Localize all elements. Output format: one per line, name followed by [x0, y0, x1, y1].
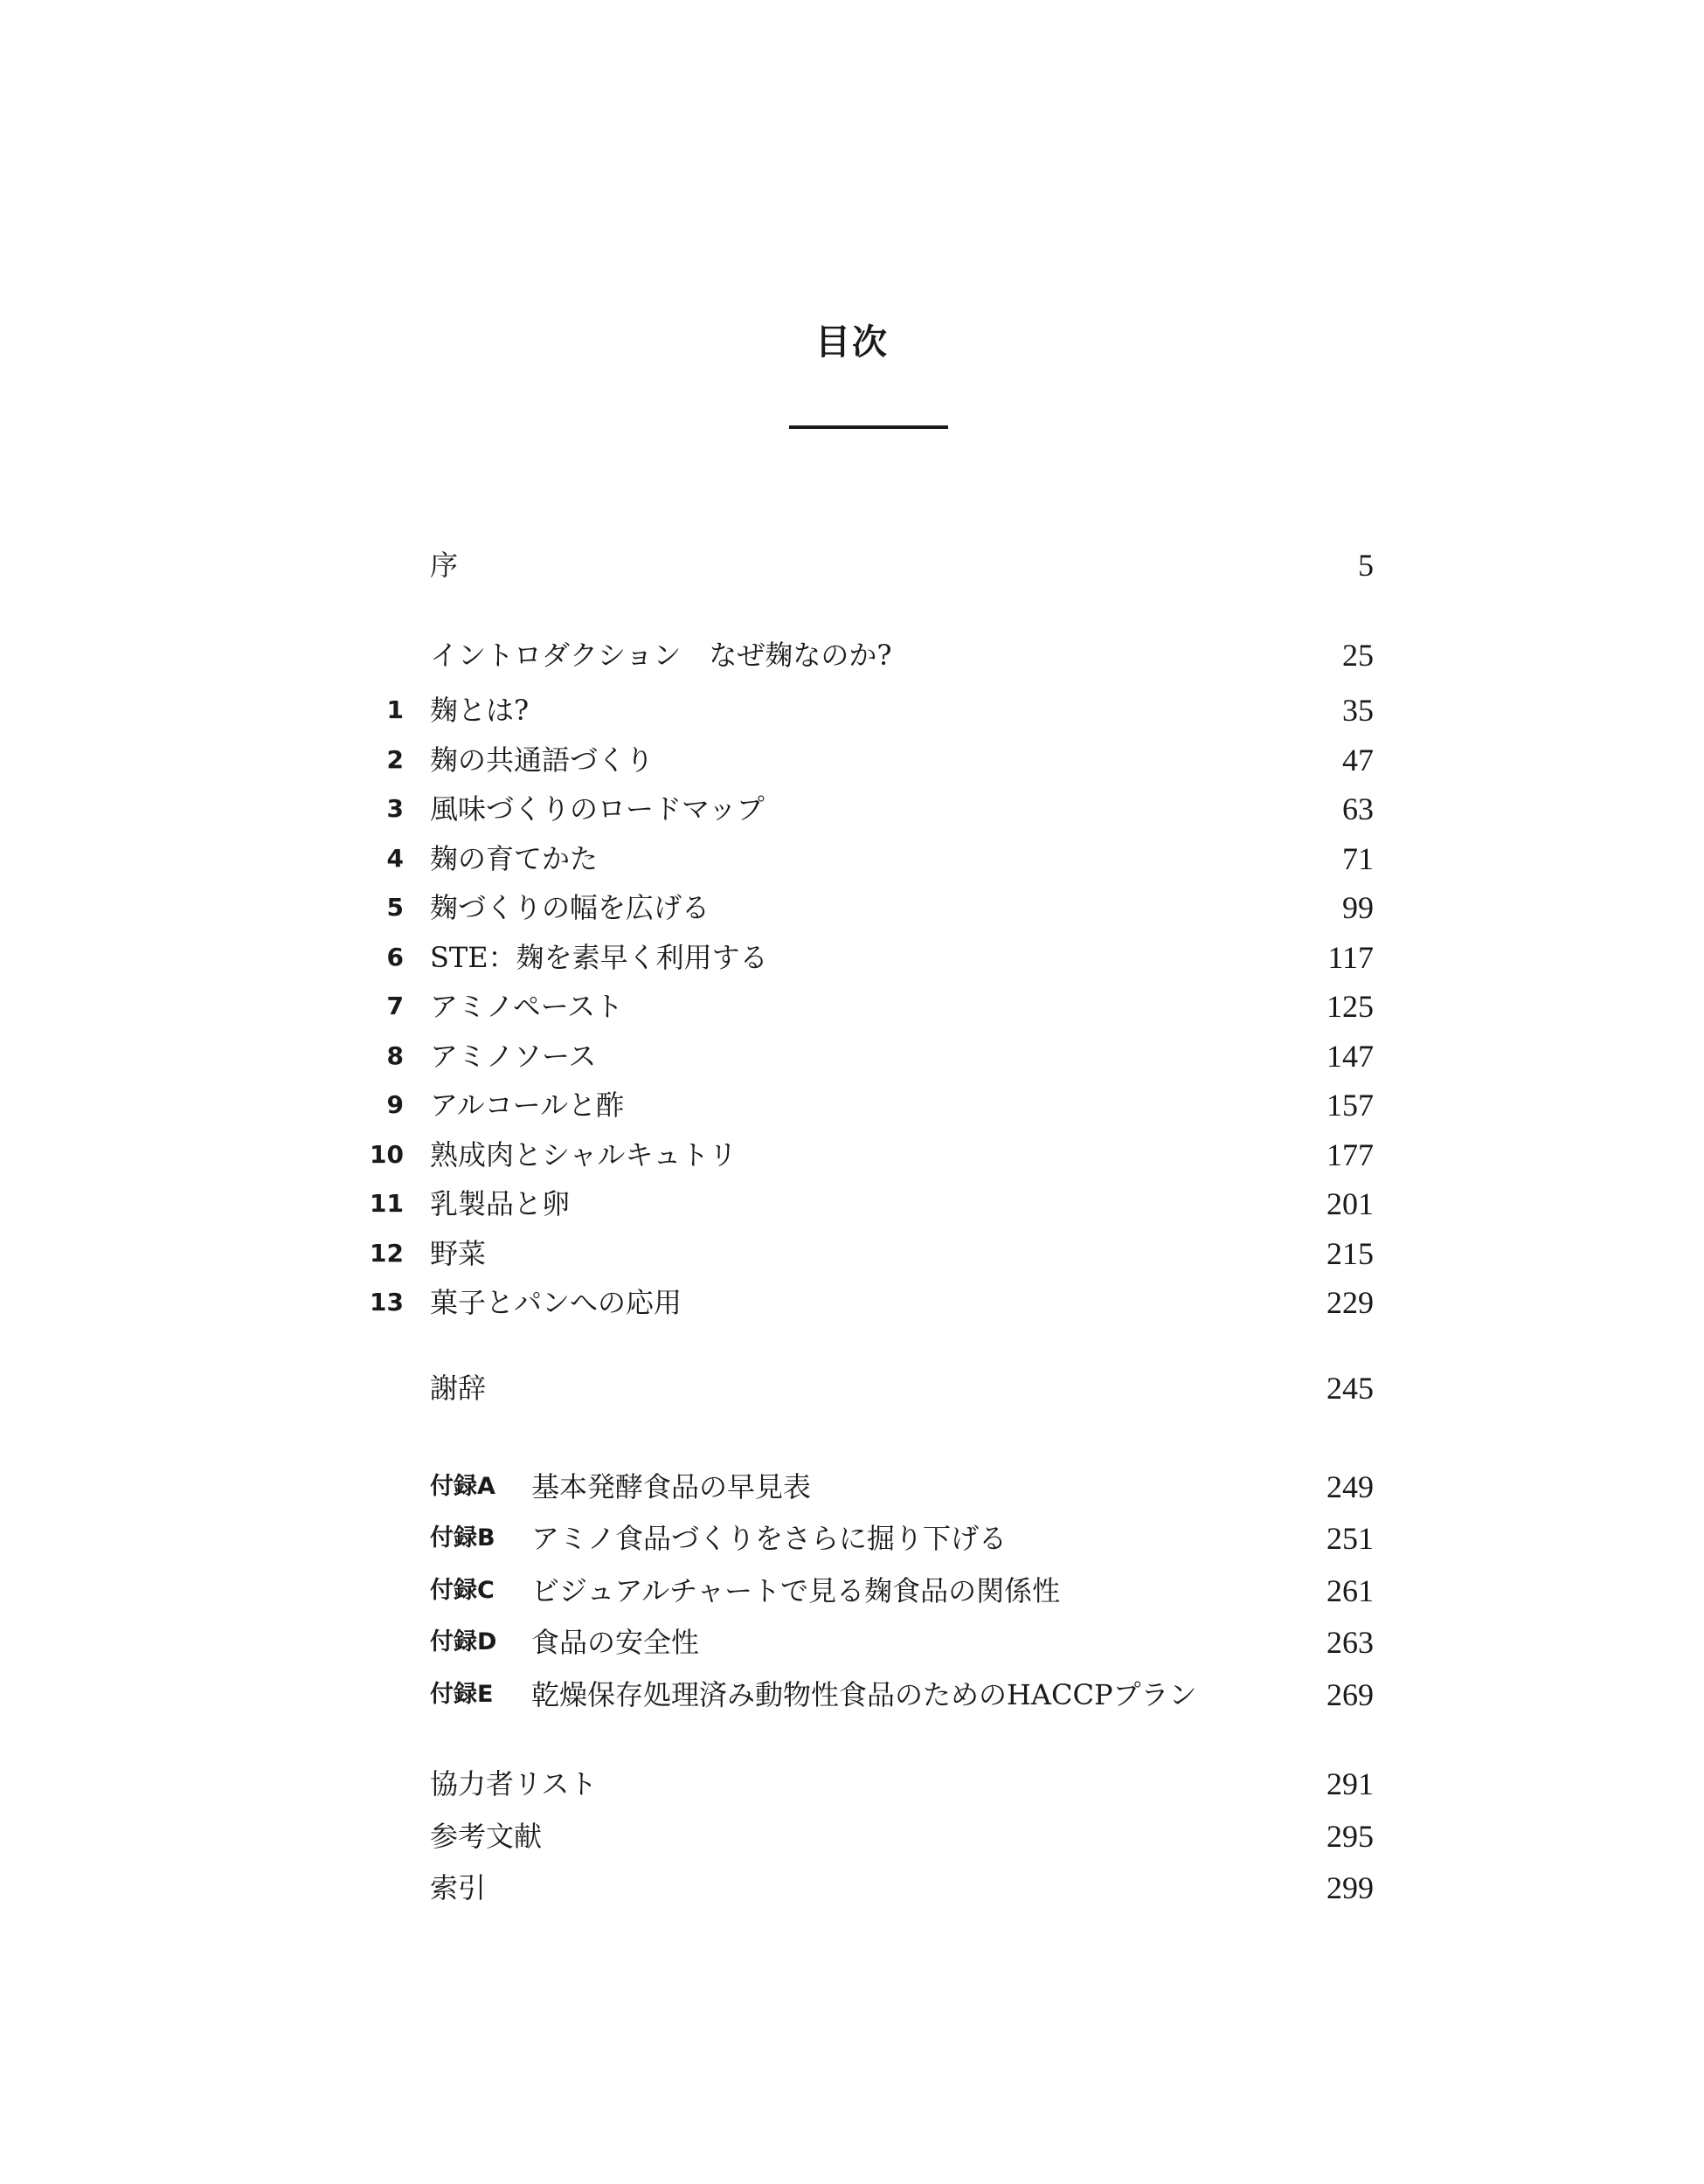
chapter-number: 1 — [386, 695, 404, 724]
toc-chapter-11[interactable] — [367, 1182, 1374, 1226]
chapter-number: 11 — [370, 1189, 404, 1218]
toc-entry-label: 協力者リスト — [430, 1767, 598, 1800]
toc-chapter-10[interactable] — [367, 1133, 1374, 1177]
toc-entry-contributors[interactable] — [367, 1762, 1374, 1806]
chapter-page: 147 — [1326, 1039, 1374, 1074]
toc-chapter-13[interactable] — [367, 1281, 1374, 1324]
chapter-title: アミノペースト — [430, 990, 624, 1023]
chapter-number: 12 — [370, 1239, 404, 1268]
chapter-title: アルコールと酢 — [430, 1089, 625, 1122]
chapter-page: 99 — [1342, 890, 1374, 925]
toc-entry-page: 295 — [1326, 1819, 1374, 1854]
toc-appendix-e[interactable] — [367, 1673, 1374, 1717]
appendix-prefix: 付録E — [430, 1681, 494, 1708]
title-divider — [789, 425, 948, 429]
chapter-number: 10 — [370, 1140, 404, 1169]
chapter-number: 13 — [370, 1288, 404, 1317]
chapter-title: 菓子とパンへの応用 — [430, 1286, 682, 1319]
appendix-page: 263 — [1326, 1625, 1374, 1660]
chapter-page: 117 — [1327, 940, 1374, 975]
toc-appendix-c[interactable] — [367, 1569, 1374, 1613]
toc-entry-references[interactable] — [367, 1814, 1374, 1858]
toc-chapter-9[interactable] — [367, 1083, 1374, 1127]
chapter-title: 麹とは? — [430, 694, 530, 727]
toc-entry-page: 25 — [1342, 638, 1374, 673]
chapter-number: 5 — [386, 893, 404, 922]
chapter-title: 麹の共通語づくり — [430, 743, 655, 777]
appendix-title: 基本発酵食品の早見表 — [531, 1470, 812, 1503]
chapter-page: 125 — [1326, 989, 1374, 1024]
toc-entry-label: 索引 — [430, 1871, 487, 1904]
chapter-page: 71 — [1342, 841, 1374, 876]
chapter-title: STE：麹を素早く利用する — [430, 941, 768, 974]
toc-entry-introduction[interactable] — [367, 633, 1374, 677]
chapter-page: 229 — [1326, 1285, 1374, 1320]
toc-chapter-12[interactable] — [367, 1232, 1374, 1275]
toc-entry-page: 245 — [1326, 1371, 1374, 1406]
toc-entry-page: 5 — [1358, 548, 1374, 583]
appendix-page: 261 — [1326, 1573, 1374, 1608]
toc-entry-label: 序 — [430, 549, 459, 582]
appendix-prefix: 付録C — [430, 1577, 495, 1604]
chapter-title: アミノソース — [430, 1040, 597, 1073]
toc-entry-acknowledgments[interactable] — [367, 1366, 1374, 1410]
chapter-title: 熟成肉とシャルキュトリ — [430, 1138, 738, 1171]
appendix-title: ビジュアルチャートで見る麹食品の関係性 — [531, 1574, 1061, 1607]
chapter-page: 63 — [1342, 791, 1374, 826]
toc-chapter-1[interactable] — [367, 688, 1374, 732]
appendix-prefix: 付録D — [430, 1628, 497, 1655]
toc-chapter-3[interactable] — [367, 787, 1374, 831]
toc-entry-label: 謝辞 — [430, 1372, 487, 1405]
toc-chapter-5[interactable] — [367, 886, 1374, 930]
toc-chapter-6[interactable] — [367, 936, 1374, 979]
appendix-title: 食品の安全性 — [531, 1626, 700, 1659]
chapter-page: 215 — [1326, 1236, 1374, 1271]
chapter-title: 乳製品と卵 — [430, 1187, 571, 1220]
appendix-page: 249 — [1326, 1469, 1374, 1504]
chapter-page: 47 — [1342, 743, 1374, 778]
appendix-page: 269 — [1326, 1677, 1374, 1712]
toc-entry-page: 299 — [1326, 1870, 1374, 1905]
toc-chapter-7[interactable] — [367, 985, 1374, 1028]
toc-chapter-8[interactable] — [367, 1034, 1374, 1078]
chapter-number: 3 — [386, 794, 404, 823]
toc-chapter-4[interactable] — [367, 837, 1374, 881]
chapter-page: 201 — [1326, 1186, 1374, 1221]
chapter-title: 風味づくりのロードマップ — [430, 792, 765, 826]
toc-chapter-2[interactable] — [367, 738, 1374, 782]
appendix-title: 乾燥保存処理済み動物性食品のためのHACCPプラン — [531, 1678, 1197, 1711]
chapter-number: 7 — [386, 992, 404, 1020]
toc-entry-page: 291 — [1326, 1766, 1374, 1801]
chapter-number: 8 — [386, 1041, 404, 1070]
chapter-page: 157 — [1326, 1088, 1374, 1123]
appendix-title: アミノ食品づくりをさらに掘り下げる — [531, 1522, 1008, 1555]
toc-entry-label: イントロダクション なぜ麹なのか? — [430, 639, 892, 672]
chapter-page: 177 — [1326, 1137, 1374, 1172]
appendix-prefix: 付録A — [430, 1473, 495, 1500]
chapter-title: 野菜 — [430, 1237, 487, 1270]
appendix-page: 251 — [1326, 1521, 1374, 1556]
toc-entry-index[interactable] — [367, 1866, 1374, 1910]
page-title: 目次 — [815, 322, 889, 363]
chapter-number: 9 — [386, 1090, 404, 1119]
chapter-number: 6 — [386, 943, 404, 971]
chapter-title: 麹の育てかた — [430, 842, 599, 875]
chapter-page: 35 — [1342, 693, 1374, 728]
toc-entry-label: 参考文献 — [430, 1820, 543, 1853]
toc-appendix-a[interactable] — [367, 1465, 1374, 1509]
toc-entry-preface[interactable] — [367, 543, 1374, 587]
toc-appendix-b[interactable] — [367, 1517, 1374, 1560]
appendix-prefix: 付録B — [430, 1524, 495, 1552]
toc-appendix-d[interactable] — [367, 1621, 1374, 1664]
chapter-number: 4 — [386, 844, 404, 873]
chapter-title: 麹づくりの幅を広げる — [430, 891, 710, 924]
chapter-number: 2 — [386, 745, 404, 774]
